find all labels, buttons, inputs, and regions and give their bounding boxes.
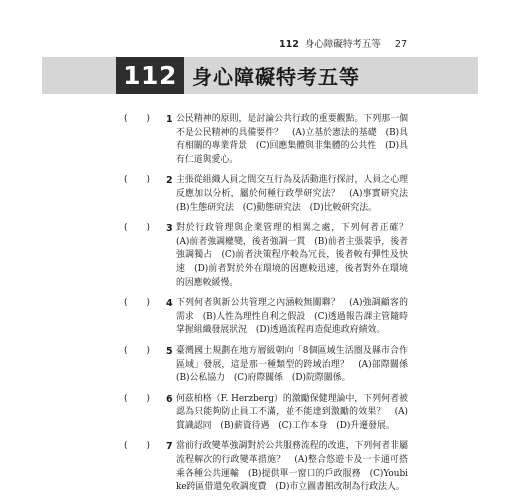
answer-paren-open: ( [124,114,128,124]
answer-paren-close: ) [146,441,150,452]
answer-paren-close: ) [146,345,150,356]
answer-paren-open: ( [124,441,128,452]
answer-paren-close: ) [146,223,150,234]
answer-paren-close: ) [146,114,150,124]
answer-paren-open: ( [124,345,128,356]
question-text: 下列何者與新公共管理之內涵較無關聯？ (A)強調顧客的需求 (B)人性為理性自利之假設 (C)透過報告課主管隨時掌握組織發展狀況 (D)透過流程再造促進政府績效。 [176,298,408,336]
question-number: 7 [166,441,173,453]
question-item [0,113,520,167]
question-number: 4 [166,298,173,310]
answer-paren-open: ( [124,175,128,186]
answer-blank [124,345,150,359]
question-number: 5 [166,345,173,357]
question-text: 公民精神的原則，是討論公共行政的重要觀點。下列那一個不是公民精神的具備要件？ (A)立基於憲法的基礎 (B)具有相關的專業背景 (C)回應集體與非集體的公共性 (D)具有仁道與愛心。 [176,114,408,165]
question-text: 當前行政變革強調對於公共服務流程的改進，下列何者非屬流程解次的行政變革措施？ (A)整合悠遊卡及一卡通可搭乘各種公共運輸 (B)提供單一窗口的戶政服務 (C)Youbike跨區借還免收調度費 (D)市立圖書館改制為行政法人。 [176,441,408,493]
answer-paren-open: ( [124,298,128,309]
answer-blank [124,174,150,188]
question-list [0,113,520,502]
question-item [0,345,520,386]
page-number: 27 [394,39,407,50]
answer-blank [124,222,150,236]
chapter-number: 112 [123,61,177,90]
question-text: 主張從組織人員之間交互行為及活動進行探討，人員之心理反應加以分析，屬於何種行政學研究法？ (A)事實研究法 (B)生態研究法 (C)動態研究法 (D)比較研究法。 [176,175,417,213]
question-item [0,393,520,434]
chapter-number-box [116,57,184,94]
running-header-number: 112 [279,39,299,50]
answer-paren-close: ) [146,393,150,404]
question-number: 3 [166,223,173,235]
question-text: 臺灣國土規劃在地方層級朝向「8個區域生活圈及縣市合作區域」發展，這是那一種類型的跨域治理？ (A)部際關係 (B)公私協力 (C)府際關係 (D)院際關係。 [176,345,417,384]
question-item [0,174,520,215]
answer-paren-open: ( [124,223,128,234]
answer-paren-close: ) [146,298,150,309]
answer-blank [124,113,150,127]
answer-paren-open: ( [124,393,128,404]
running-header [279,36,407,50]
running-header-title: 身心障礙特考五等 [304,39,381,50]
answer-blank [124,393,150,407]
answer-blank [124,440,150,454]
question-number: 6 [166,393,173,405]
answer-blank [124,297,150,311]
answer-paren-close: ) [146,175,150,186]
question-text: 何茲柏格（F. Herzberg）的激勵保健理論中，下列何者被認為只能夠防止員工不滿，並不能達到激勵的效果？ (A)賞識認同 (B)薪資待遇 (C)工作本身 (D)升遷發展。 [176,393,408,431]
question-item [0,297,520,338]
question-number: 1 [166,114,173,125]
question-number: 2 [166,175,173,187]
question-text: 對於行政管理與企業管理的相異之處，下列何者正確？ (A)前者強調權變，後者強調一貫 (B)前者主張裝爭，後者強調獨占 (C)前者決策程序較為冗長，後者較有彈性及快速 (D)前者對於外在環境的因應較迅速，後者對外在環境的因應較緩慢。 [176,223,417,288]
question-item [0,440,520,494]
chapter-title: 身心障礙特考五等 [192,65,360,89]
question-item [0,222,520,290]
